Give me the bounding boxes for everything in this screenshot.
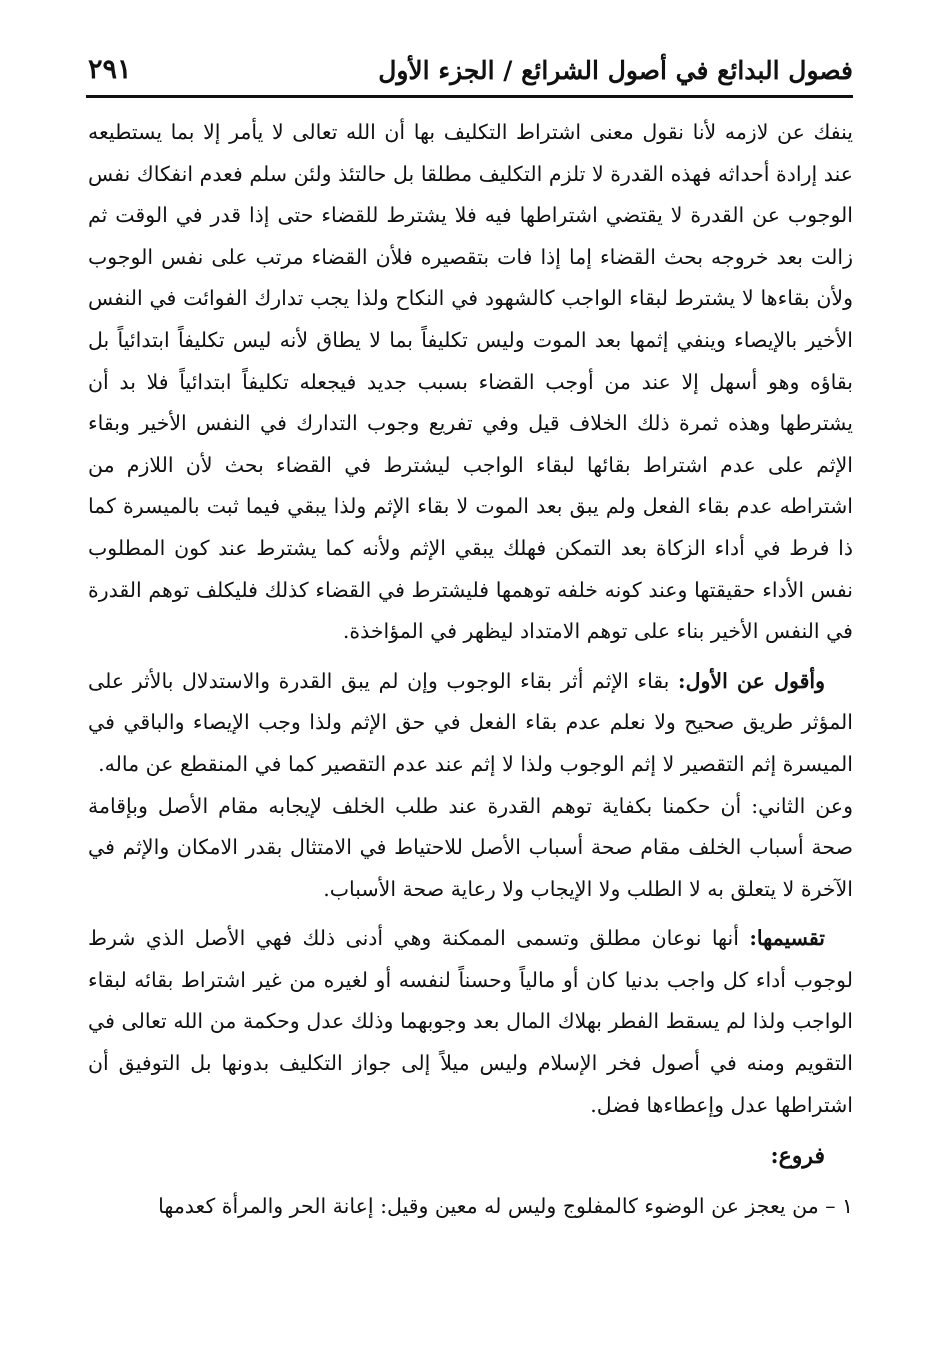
page-header bbox=[88, 50, 853, 94]
paragraph-2-text: بقاء الإثم أثر بقاء الوجوب وإن لم يبق القدرة والاستدلال بالأثر على المؤثر طريق صحيح ولا نعلم عدم بقاء الفعل في حق الإثم ولذا وجب الإيصاء والباقي في الميسرة إثم التقصير لا إثم الوجوب ولذا لا إثم عند عدم التقصير كما في المنقطع عن ماله. bbox=[88, 668, 853, 776]
paragraph-1: ينفك عن لازمه لأنا نقول معنى اشتراط التكليف بها أن الله تعالى لا يأمر إلا بما يستطيعه عند إرادة أحداثه فهذه القدرة لا تلزم التكليف مطلقا بل حالتئذ ولئن سلم فعدم انفكاك نفس الوجوب عن القدرة لا يقتضي اشتراطها فيه فلا يشترط للقضاء حتى إذا قدر في الوقت ثم زالت بعد خروجه بحث القضاء إما إذا فات بتقصيره فلأن القضاء مرتب على نفس الوجوب ولأن بقاءها لا يشترط لبقاء الواجب كالشهود في النكاح ولذا يجب تدارك الفوائت في النفس الأخير بالإيصاء وينفي إثمها بعد الموت وليس تكليفاً بما لا يطاق لأنه ليس تكليفاً ابتدائياً بل بقاؤه وهو أسهل إلا عند من أوجب القضاء بسبب جديد فيجعله تكليفاً ابتدائياً فلا بد أن يشترطها وهذه ثمرة ذلك الخلاف قيل وفي تفريع وجوب التدارك في النفس الأخير وبقاء الإثم على عدم اشتراط بقائها لبقاء الواجب ليشترط في القضاء بحث لأن اللازم من اشتراطه عدم بقاء الفعل ولم يبق بعد الموت لا بقاء الإثم ولذا يبقي فيما ثبت بالميسرة كما ذا فرط في أداء الزكاة بعد التمكن فهلك يبقي الإثم ولأنه كما يشترط عند كون المطلوب نفس الأداء حقيقتها وعند كونه خلفه توهمها فليشترط في القضاء كذلك فليكلف توهم القدرة في النفس الأخير بناء على توهم الامتداد ليظهر في المؤاخذة. bbox=[88, 120, 853, 644]
paragraph-2-lead: وأقول عن الأول: bbox=[678, 668, 825, 693]
paragraph-4 bbox=[88, 918, 853, 1126]
section-heading: فروع: bbox=[770, 1143, 825, 1170]
page-body bbox=[88, 112, 853, 1227]
paragraph-3: وعن الثاني: أن حكمنا بكفاية توهم القدرة عند طلب الخلف لإيجابه مقام الأصل وبإقامة صحة أسباب الخلف مقام صحة أسباب الأصل للاحتياط في الامتثال بقدر الامكان والإثم في الآخرة لا يتعلق به لا الطلب ولا الإيجاب ولا رعاية صحة الأسباب. bbox=[88, 793, 853, 901]
paragraph-2 bbox=[88, 661, 853, 786]
paragraph-4-lead: تقسيمها: bbox=[749, 926, 825, 951]
page-number: ٢٩١ bbox=[88, 54, 132, 85]
running-title: فصول البدائع في أصول الشرائع / الجزء الأول bbox=[378, 56, 853, 85]
list-item-1: ١ – من يعجز عن الوضوء كالمفلوج وليس له معين وقيل: إعانة الحر والمرأة كعدمها bbox=[158, 1193, 853, 1218]
header-divider bbox=[86, 95, 853, 98]
paragraph-4-text: أنها نوعان مطلق وتسمى الممكنة وهي أدنى ذلك فهي الأصل الذي شرط لوجوب أداء كل واجب بدنيا كان أو مالياً وحسناً لنفسه أو لغيره من غير اشتراط بقائه لبقاء الواجب ولذا لم يسقط الفطر بهلاك المال بعد وجوبهما وذلك عدل وحكمة من الله تعالى في التقويم ومنه في أصول فخر الإسلام وليس ميلاً إلى جواز التكليف بدونها بل التوفيق أن اشتراطها عدل وإعطاءها فضل. bbox=[88, 926, 853, 1117]
